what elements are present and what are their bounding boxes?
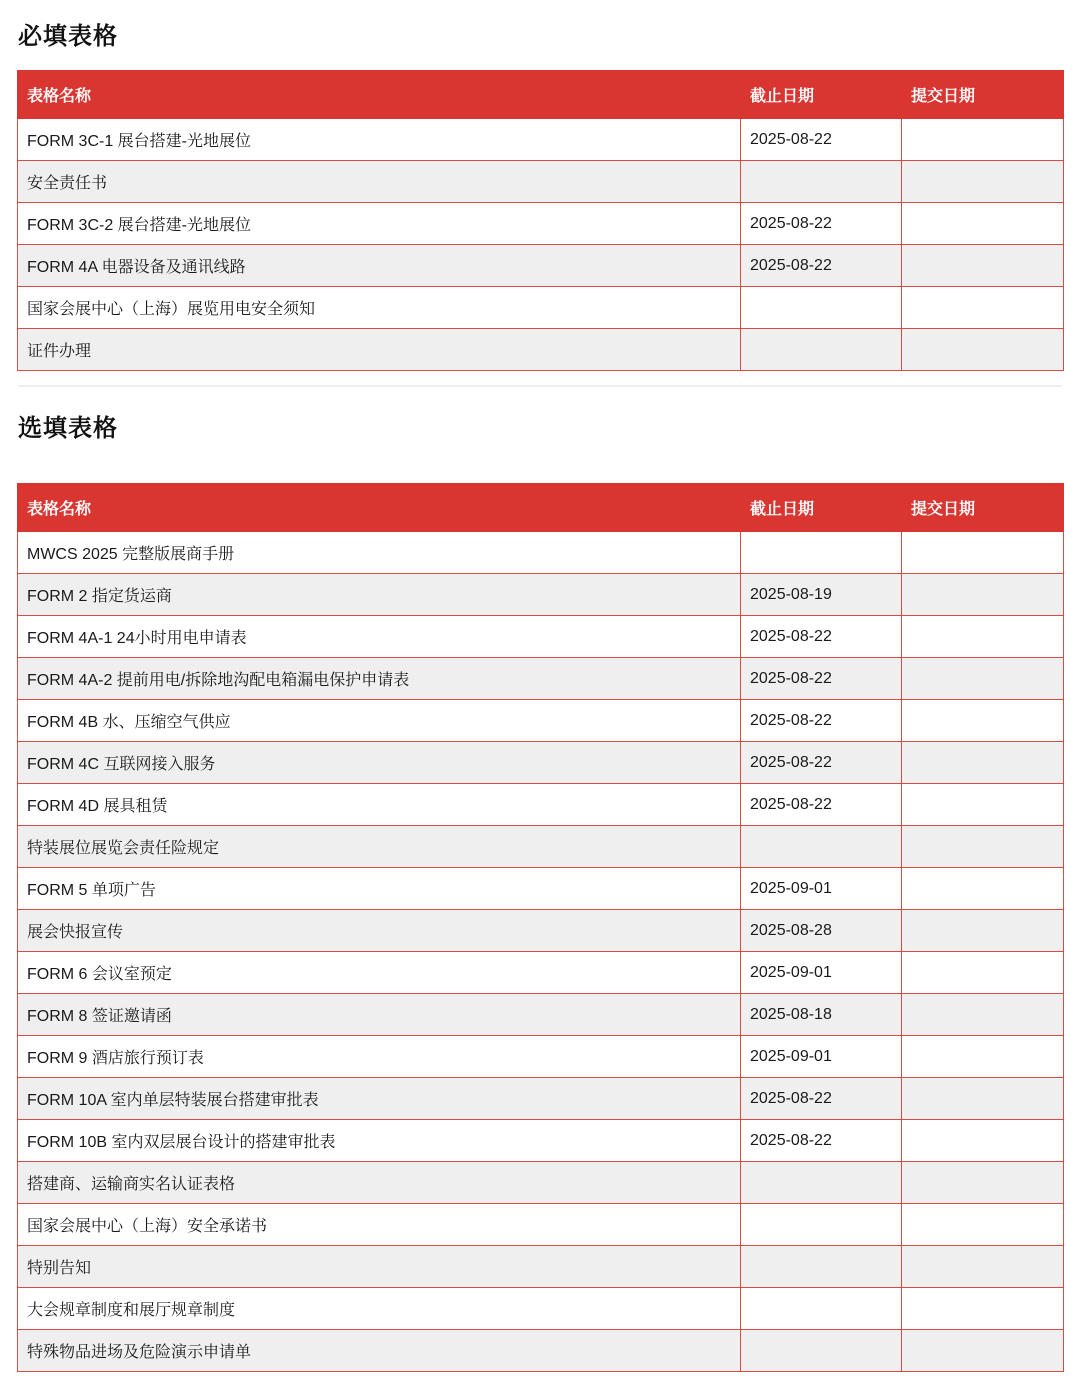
deadline-cell: 2025-08-22 <box>741 784 902 826</box>
form-name-cell[interactable]: FORM 3C-1 展台搭建-光地展位 <box>18 119 741 161</box>
deadline-cell: 2025-09-01 <box>741 868 902 910</box>
form-name-cell[interactable]: FORM 5 单项广告 <box>18 868 741 910</box>
deadline-cell: 2025-08-22 <box>741 700 902 742</box>
table-row <box>18 1246 1064 1288</box>
deadline-cell <box>741 1162 902 1204</box>
table-row <box>18 742 1064 784</box>
submitted-date-cell <box>902 245 1064 287</box>
table-row <box>18 826 1064 868</box>
column-header-submitted: 提交日期 <box>902 484 1064 532</box>
submitted-date-cell <box>902 994 1064 1036</box>
form-name-cell[interactable]: 大会规章制度和展厅规章制度 <box>18 1288 741 1330</box>
form-name-cell[interactable]: MWCS 2025 完整版展商手册 <box>18 532 741 574</box>
form-name-cell[interactable]: 特别告知 <box>18 1246 741 1288</box>
deadline-cell: 2025-08-22 <box>741 616 902 658</box>
form-name-cell[interactable]: FORM 10A 室内单层特装展台搭建审批表 <box>18 1078 741 1120</box>
deadline-cell <box>741 1330 902 1372</box>
deadline-cell <box>741 1246 902 1288</box>
deadline-cell <box>741 329 902 371</box>
section-divider <box>18 385 1062 387</box>
submitted-date-cell <box>902 203 1064 245</box>
table-header-row <box>18 484 1064 532</box>
table-row <box>18 700 1064 742</box>
submitted-date-cell <box>902 742 1064 784</box>
table-row <box>18 1120 1064 1162</box>
submitted-date-cell <box>902 1204 1064 1246</box>
form-name-cell[interactable]: FORM 6 会议室预定 <box>18 952 741 994</box>
submitted-date-cell <box>902 826 1064 868</box>
submitted-date-cell <box>902 868 1064 910</box>
table-row <box>18 119 1064 161</box>
table-row <box>18 658 1064 700</box>
table-row <box>18 616 1064 658</box>
form-name-cell[interactable]: 展会快报宣传 <box>18 910 741 952</box>
submitted-date-cell <box>902 329 1064 371</box>
column-header-form-name: 表格名称 <box>18 484 741 532</box>
form-name-cell[interactable]: 证件办理 <box>18 329 741 371</box>
form-name-cell[interactable]: 特装展位展览会责任险规定 <box>18 826 741 868</box>
submitted-date-cell <box>902 532 1064 574</box>
form-name-cell[interactable]: FORM 2 指定货运商 <box>18 574 741 616</box>
optional-forms-title: 选填表格 <box>18 415 118 442</box>
table-row <box>18 1036 1064 1078</box>
submitted-date-cell <box>902 910 1064 952</box>
table-row <box>18 574 1064 616</box>
submitted-date-cell <box>902 1288 1064 1330</box>
submitted-date-cell <box>902 784 1064 826</box>
deadline-cell: 2025-08-22 <box>741 1120 902 1162</box>
form-name-cell[interactable]: FORM 10B 室内双层展台设计的搭建审批表 <box>18 1120 741 1162</box>
form-name-cell[interactable]: 国家会展中心（上海）展览用电安全须知 <box>18 287 741 329</box>
deadline-cell: 2025-08-19 <box>741 574 902 616</box>
deadline-cell: 2025-08-22 <box>741 1078 902 1120</box>
form-name-cell[interactable]: 国家会展中心（上海）安全承诺书 <box>18 1204 741 1246</box>
table-row <box>18 784 1064 826</box>
table-row <box>18 868 1064 910</box>
table-row <box>18 1288 1064 1330</box>
table-row <box>18 1078 1064 1120</box>
submitted-date-cell <box>902 700 1064 742</box>
submitted-date-cell <box>902 1246 1064 1288</box>
required-forms-title: 必填表格 <box>18 23 118 50</box>
deadline-cell: 2025-08-22 <box>741 119 902 161</box>
form-name-cell[interactable]: FORM 4A-1 24小时用电申请表 <box>18 616 741 658</box>
form-name-cell[interactable]: FORM 4A-2 提前用电/拆除地沟配电箱漏电保护申请表 <box>18 658 741 700</box>
deadline-cell: 2025-09-01 <box>741 952 902 994</box>
column-header-deadline: 截止日期 <box>741 71 902 119</box>
submitted-date-cell <box>902 574 1064 616</box>
table-row <box>18 910 1064 952</box>
column-header-deadline: 截止日期 <box>741 484 902 532</box>
submitted-date-cell <box>902 161 1064 203</box>
form-name-cell[interactable]: FORM 4C 互联网接入服务 <box>18 742 741 784</box>
optional-forms-table <box>17 483 1064 1372</box>
form-name-cell[interactable]: FORM 4A 电器设备及通讯线路 <box>18 245 741 287</box>
submitted-date-cell <box>902 1330 1064 1372</box>
submitted-date-cell <box>902 1120 1064 1162</box>
form-name-cell[interactable]: FORM 3C-2 展台搭建-光地展位 <box>18 203 741 245</box>
submitted-date-cell <box>902 287 1064 329</box>
table-row <box>18 245 1064 287</box>
table-row <box>18 1330 1064 1372</box>
table-row <box>18 287 1064 329</box>
submitted-date-cell <box>902 1162 1064 1204</box>
deadline-cell: 2025-08-22 <box>741 658 902 700</box>
form-name-cell[interactable]: FORM 8 签证邀请函 <box>18 994 741 1036</box>
form-name-cell[interactable]: FORM 4B 水、压缩空气供应 <box>18 700 741 742</box>
column-header-submitted: 提交日期 <box>902 71 1064 119</box>
deadline-cell <box>741 532 902 574</box>
table-row <box>18 994 1064 1036</box>
submitted-date-cell <box>902 616 1064 658</box>
table-row <box>18 1162 1064 1204</box>
deadline-cell <box>741 1204 902 1246</box>
form-name-cell[interactable]: 特殊物品进场及危险演示申请单 <box>18 1330 741 1372</box>
deadline-cell: 2025-08-22 <box>741 245 902 287</box>
deadline-cell <box>741 287 902 329</box>
deadline-cell: 2025-08-22 <box>741 742 902 784</box>
deadline-cell: 2025-08-22 <box>741 203 902 245</box>
form-name-cell[interactable]: 安全责任书 <box>18 161 741 203</box>
deadline-cell <box>741 826 902 868</box>
required-forms-table <box>17 70 1064 371</box>
submitted-date-cell <box>902 1036 1064 1078</box>
deadline-cell <box>741 1288 902 1330</box>
deadline-cell: 2025-08-28 <box>741 910 902 952</box>
form-name-cell[interactable]: 搭建商、运输商实名认证表格 <box>18 1162 741 1204</box>
deadline-cell <box>741 161 902 203</box>
deadline-cell: 2025-08-18 <box>741 994 902 1036</box>
deadline-cell: 2025-09-01 <box>741 1036 902 1078</box>
table-row <box>18 532 1064 574</box>
table-row <box>18 952 1064 994</box>
table-row <box>18 161 1064 203</box>
column-header-form-name: 表格名称 <box>18 71 741 119</box>
table-row <box>18 203 1064 245</box>
submitted-date-cell <box>902 952 1064 994</box>
table-row <box>18 329 1064 371</box>
submitted-date-cell <box>902 1078 1064 1120</box>
form-name-cell[interactable]: FORM 9 酒店旅行预订表 <box>18 1036 741 1078</box>
form-name-cell[interactable]: FORM 4D 展具租赁 <box>18 784 741 826</box>
table-row <box>18 1204 1064 1246</box>
submitted-date-cell <box>902 119 1064 161</box>
table-header-row <box>18 71 1064 119</box>
submitted-date-cell <box>902 658 1064 700</box>
